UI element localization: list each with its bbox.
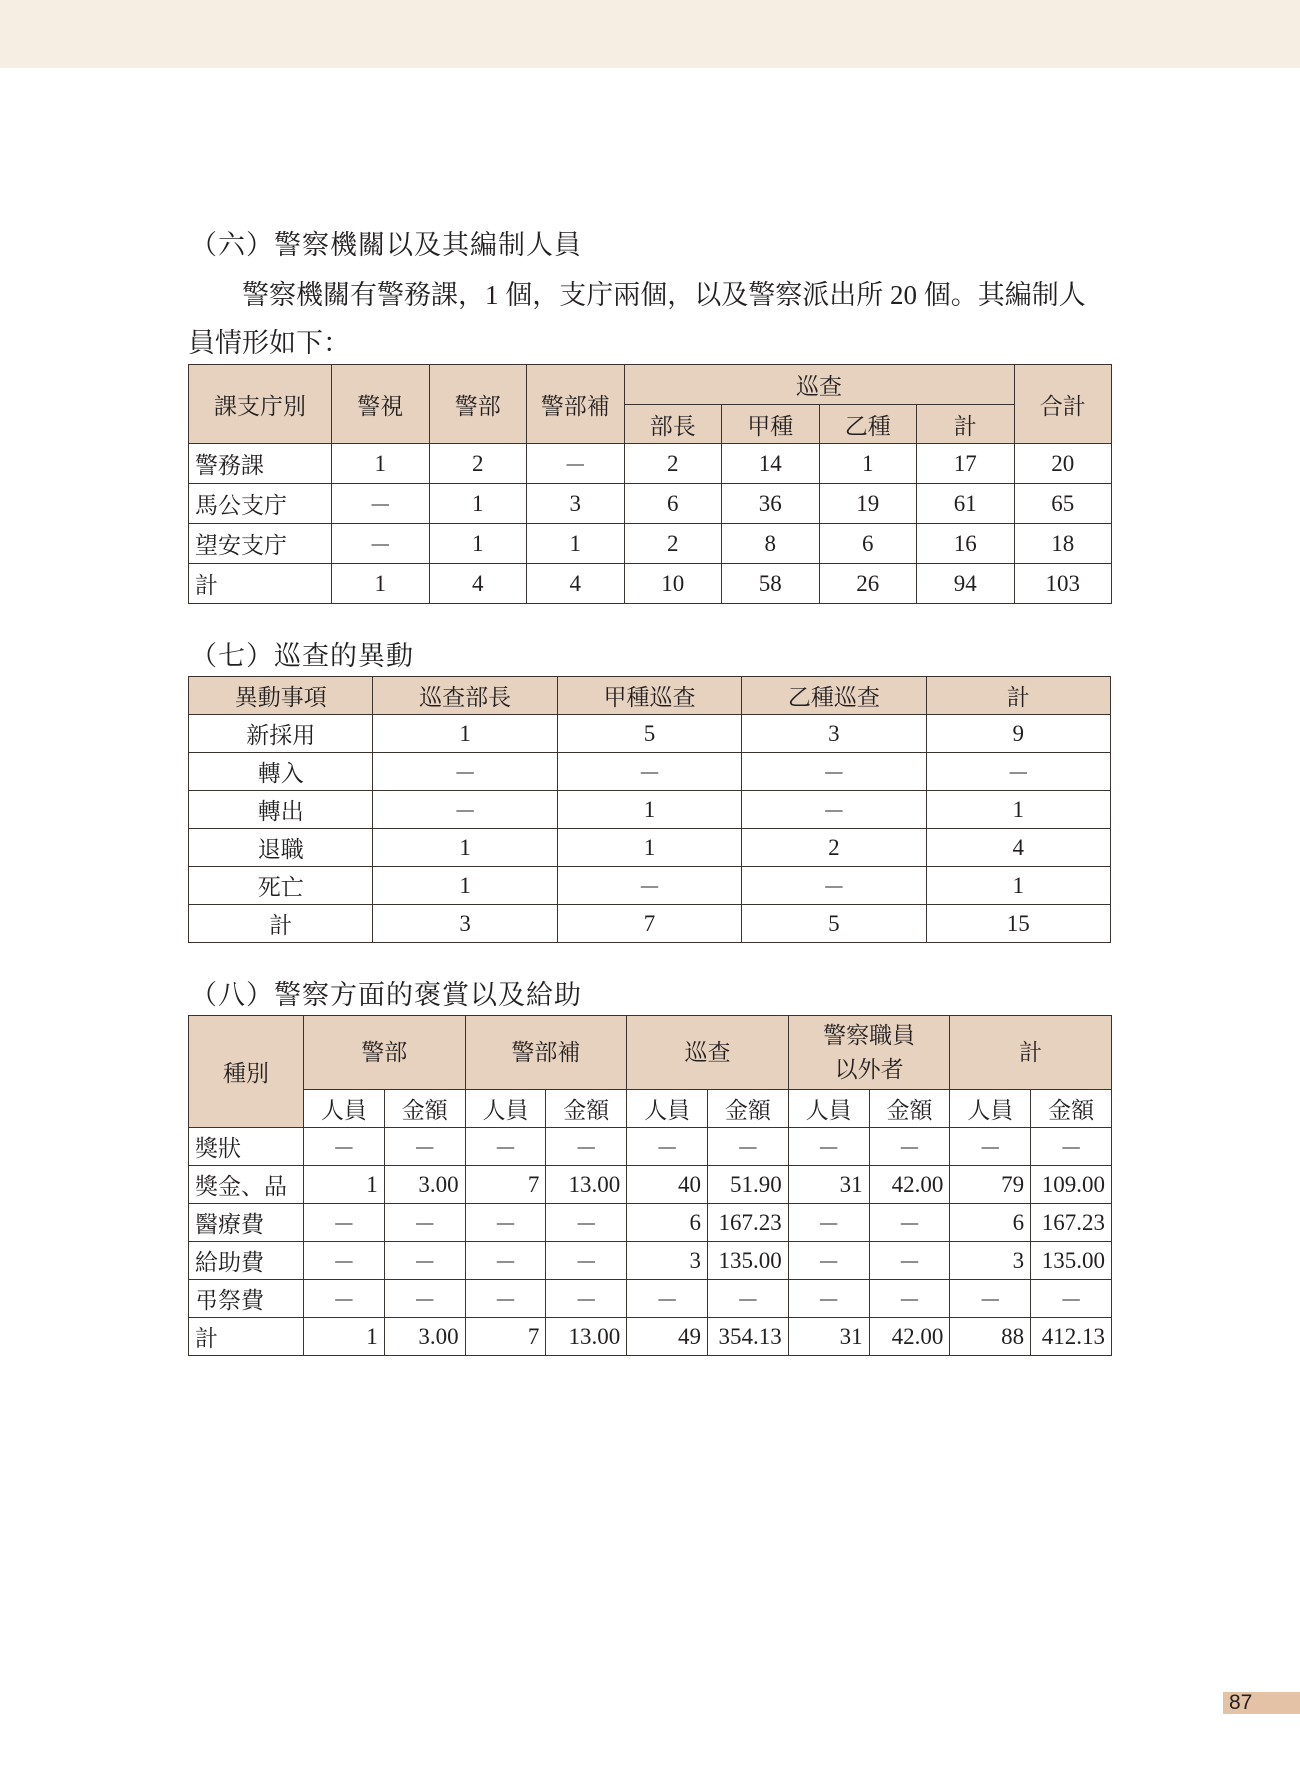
- table-cell: －: [1031, 1280, 1112, 1318]
- table-cell: 42.00: [869, 1166, 950, 1204]
- sub-header-amount: 金額: [869, 1090, 950, 1128]
- table-cell: 1: [819, 444, 917, 484]
- table-cell: 79: [950, 1166, 1031, 1204]
- table-row: [189, 791, 1111, 829]
- table-row: [189, 1280, 1112, 1318]
- table-cell: 167.23: [1031, 1204, 1112, 1242]
- row-label: 給助費: [189, 1242, 304, 1280]
- table-cell: －: [869, 1280, 950, 1318]
- table-cell: 3: [373, 905, 557, 943]
- table-cell: 51.90: [707, 1166, 788, 1204]
- table-cell: －: [304, 1204, 385, 1242]
- table-cell: －: [707, 1280, 788, 1318]
- table-cell: －: [373, 753, 557, 791]
- table-cell: 135.00: [1031, 1242, 1112, 1280]
- table-cell: －: [384, 1204, 465, 1242]
- table-cell: －: [869, 1242, 950, 1280]
- table-cell: －: [1031, 1128, 1112, 1166]
- table-cell: 8: [722, 524, 820, 564]
- table-row: [189, 1318, 1112, 1356]
- table-cell: 2: [742, 829, 926, 867]
- table-cell: －: [557, 867, 741, 905]
- table-cell: 61: [917, 484, 1015, 524]
- row-label: 新採用: [189, 715, 373, 753]
- row-label: 醫療費: [189, 1204, 304, 1242]
- table-cell: 7: [557, 905, 741, 943]
- section8-heading: （八）警察方面的褒賞以及給助: [190, 980, 582, 1010]
- table-cell: －: [546, 1242, 627, 1280]
- table-row: [189, 1128, 1112, 1166]
- table-cell: 58: [722, 564, 820, 604]
- sub-header-people: 人員: [788, 1090, 869, 1128]
- table-cell: 5: [557, 715, 741, 753]
- table-cell: －: [465, 1128, 546, 1166]
- header-unit: 課支庁別: [189, 365, 332, 444]
- table-cell: 1: [332, 564, 430, 604]
- table-cell: －: [869, 1204, 950, 1242]
- table-cell: －: [707, 1128, 788, 1166]
- table-cell: 3: [627, 1242, 708, 1280]
- table-cell: －: [304, 1280, 385, 1318]
- table-cell: 10: [624, 564, 722, 604]
- table-cell: －: [332, 524, 430, 564]
- table-cell: 6: [627, 1204, 708, 1242]
- table-cell: 4: [527, 564, 625, 604]
- group-header: 警察職員 以外者: [788, 1016, 950, 1090]
- table-cell: 4: [429, 564, 527, 604]
- group-header: 警部補: [465, 1016, 627, 1090]
- table-cell: 9: [926, 715, 1110, 753]
- sub-header-amount: 金額: [384, 1090, 465, 1128]
- sub-header-amount: 金額: [546, 1090, 627, 1128]
- sub-header-people: 人員: [304, 1090, 385, 1128]
- table-row: [189, 753, 1111, 791]
- table-cell: 19: [819, 484, 917, 524]
- table-cell: 6: [950, 1204, 1031, 1242]
- table-cell: 1: [373, 829, 557, 867]
- table-cell: 13.00: [546, 1318, 627, 1356]
- table-row: [189, 444, 1112, 484]
- table-cell: －: [950, 1280, 1031, 1318]
- awards-table: [188, 1015, 1112, 1356]
- table-cell: 412.13: [1031, 1318, 1112, 1356]
- table-cell: －: [527, 444, 625, 484]
- header-junsa-sub: 甲種: [722, 405, 820, 444]
- table-header: 乙種巡查: [742, 677, 926, 715]
- table-cell: 18: [1014, 524, 1112, 564]
- table-row: [189, 715, 1111, 753]
- sub-header-amount: 金額: [1031, 1090, 1112, 1128]
- row-label: 轉入: [189, 753, 373, 791]
- table-row: [189, 484, 1112, 524]
- table-cell: 4: [926, 829, 1110, 867]
- table-cell: 3: [527, 484, 625, 524]
- table-cell: 167.23: [707, 1204, 788, 1242]
- table-cell: －: [950, 1128, 1031, 1166]
- table-cell: －: [557, 753, 741, 791]
- table-row: [189, 1166, 1112, 1204]
- header-type: 種別: [189, 1016, 304, 1128]
- header-keishi: 警視: [332, 365, 430, 444]
- header-keibu: 警部: [429, 365, 527, 444]
- sub-header-people: 人員: [627, 1090, 708, 1128]
- table-cell: 1: [527, 524, 625, 564]
- table-row: [189, 1242, 1112, 1280]
- header-junsa-sub: 部長: [624, 405, 722, 444]
- table-cell: 1: [557, 791, 741, 829]
- header-total: 合計: [1014, 365, 1112, 444]
- header-junsa-sub: 計: [917, 405, 1015, 444]
- table-header: 異動事項: [189, 677, 373, 715]
- table-cell: 1: [373, 867, 557, 905]
- section6-paragraph-line1: 警察機關有警務課，1 個，支庁兩個，以及警察派出所 20 個。其編制人: [242, 280, 1086, 310]
- table-cell: 1: [332, 444, 430, 484]
- table-row: [189, 564, 1112, 604]
- table-cell: 5: [742, 905, 926, 943]
- section6-paragraph-line2: 員情形如下：: [188, 328, 350, 358]
- table-cell: 6: [624, 484, 722, 524]
- table-cell: 26: [819, 564, 917, 604]
- table-cell: －: [627, 1280, 708, 1318]
- table-cell: 135.00: [707, 1242, 788, 1280]
- table-cell: 14: [722, 444, 820, 484]
- table-cell: －: [384, 1128, 465, 1166]
- table-cell: －: [742, 753, 926, 791]
- table-cell: 109.00: [1031, 1166, 1112, 1204]
- table-cell: 15: [926, 905, 1110, 943]
- table-cell: 6: [819, 524, 917, 564]
- table-row: [189, 524, 1112, 564]
- table-row: [189, 867, 1111, 905]
- table-cell: －: [546, 1204, 627, 1242]
- top-band: [0, 0, 1300, 68]
- row-label: 計: [189, 905, 373, 943]
- table-header: 巡查部長: [373, 677, 557, 715]
- group-header: 警部: [304, 1016, 466, 1090]
- table-header: 甲種巡查: [557, 677, 741, 715]
- table-cell: 94: [917, 564, 1015, 604]
- table-cell: －: [304, 1128, 385, 1166]
- table-cell: 88: [950, 1318, 1031, 1356]
- table-cell: －: [742, 791, 926, 829]
- header-junsa: 巡查: [624, 365, 1014, 405]
- section7-heading: （七）巡查的異動: [190, 641, 414, 671]
- table-cell: 1: [926, 791, 1110, 829]
- table-cell: 1: [926, 867, 1110, 905]
- table-header: 計: [926, 677, 1110, 715]
- table-cell: －: [332, 484, 430, 524]
- table-cell: 1: [429, 484, 527, 524]
- row-label: 計: [189, 1318, 304, 1356]
- staffing-table: [188, 364, 1112, 604]
- table-cell: －: [788, 1128, 869, 1166]
- table-cell: －: [373, 791, 557, 829]
- table-row: [189, 905, 1111, 943]
- page-number: 87: [1223, 1692, 1300, 1714]
- table-cell: －: [384, 1280, 465, 1318]
- table-cell: 16: [917, 524, 1015, 564]
- table-cell: 354.13: [707, 1318, 788, 1356]
- table-cell: －: [926, 753, 1110, 791]
- table-cell: 36: [722, 484, 820, 524]
- row-label: 望安支庁: [189, 524, 332, 564]
- table-cell: 2: [429, 444, 527, 484]
- table-cell: －: [627, 1128, 708, 1166]
- table-cell: 3.00: [384, 1318, 465, 1356]
- group-header: 計: [950, 1016, 1112, 1090]
- table-cell: 1: [429, 524, 527, 564]
- row-label: 馬公支庁: [189, 484, 332, 524]
- table-cell: 3: [742, 715, 926, 753]
- table-cell: －: [788, 1204, 869, 1242]
- row-label: 轉出: [189, 791, 373, 829]
- header-keibuho: 警部補: [527, 365, 625, 444]
- personnel-change-table: [188, 676, 1111, 943]
- table-cell: 31: [788, 1318, 869, 1356]
- table-cell: 13.00: [546, 1166, 627, 1204]
- table-cell: 20: [1014, 444, 1112, 484]
- table-cell: 1: [304, 1318, 385, 1356]
- table-cell: 42.00: [869, 1318, 950, 1356]
- sub-header-amount: 金額: [707, 1090, 788, 1128]
- table-cell: 3: [950, 1242, 1031, 1280]
- table-cell: －: [869, 1128, 950, 1166]
- table-cell: 1: [304, 1166, 385, 1204]
- table-cell: 31: [788, 1166, 869, 1204]
- table-cell: －: [465, 1204, 546, 1242]
- table-cell: 17: [917, 444, 1015, 484]
- row-label: 死亡: [189, 867, 373, 905]
- table-cell: 7: [465, 1166, 546, 1204]
- table-cell: 40: [627, 1166, 708, 1204]
- table-cell: 103: [1014, 564, 1112, 604]
- table-cell: －: [465, 1242, 546, 1280]
- table-cell: －: [304, 1242, 385, 1280]
- table-cell: 49: [627, 1318, 708, 1356]
- table-cell: 7: [465, 1318, 546, 1356]
- table-cell: －: [384, 1242, 465, 1280]
- row-label: 計: [189, 564, 332, 604]
- section6-heading: （六）警察機關以及其編制人員: [190, 230, 582, 260]
- row-label: 弔祭費: [189, 1280, 304, 1318]
- table-cell: －: [742, 867, 926, 905]
- table-cell: 65: [1014, 484, 1112, 524]
- table-cell: －: [788, 1280, 869, 1318]
- sub-header-people: 人員: [950, 1090, 1031, 1128]
- table-cell: 1: [557, 829, 741, 867]
- table-cell: －: [788, 1242, 869, 1280]
- table-cell: －: [546, 1280, 627, 1318]
- table-cell: 1: [373, 715, 557, 753]
- header-junsa-sub: 乙種: [819, 405, 917, 444]
- table-cell: －: [546, 1128, 627, 1166]
- table-row: [189, 1204, 1112, 1242]
- sub-header-people: 人員: [465, 1090, 546, 1128]
- table-cell: 3.00: [384, 1166, 465, 1204]
- table-row: [189, 829, 1111, 867]
- table-cell: 2: [624, 524, 722, 564]
- row-label: 警務課: [189, 444, 332, 484]
- row-label: 獎金、品: [189, 1166, 304, 1204]
- table-cell: 2: [624, 444, 722, 484]
- table-cell: －: [465, 1280, 546, 1318]
- row-label: 獎狀: [189, 1128, 304, 1166]
- row-label: 退職: [189, 829, 373, 867]
- group-header: 巡查: [627, 1016, 789, 1090]
